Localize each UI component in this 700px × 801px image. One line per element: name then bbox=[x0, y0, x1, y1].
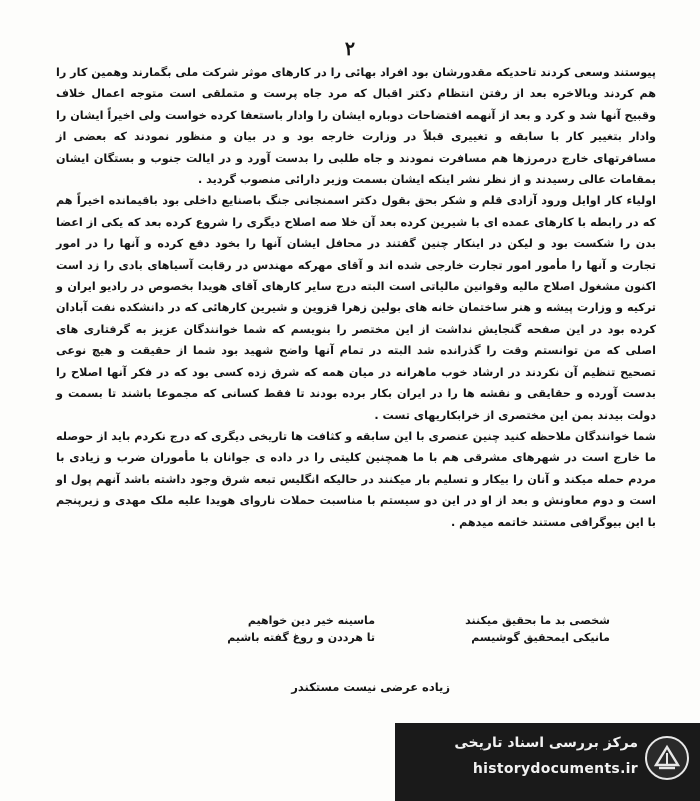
paragraph-1: پیوستند وسعی کردند تاحدیکه مقدورشان بود افراد بهائی را در کارهای موثر شرکت ملی بگمارند وهمین کار را هم کردند وبالاخره بعد از رفتن انتظام دکتر اقبال که مرد جاه پرست و متملقی است متوجه اعمال خلاف وقبیح آنها شد و کرد و بعد از آنهمه افتضاحات دوباره ایشان را وادار باستعفا کرده خواست ولی اخیراً ایشان را وادار بتغییر کار با سابقه و تغییری قبلاً در وزارت خارجه بود و در بیان و منظور نمودند که بعضی از مسافرتهای خارج درمرزها هم مسافرت نمودند و جاه طلبی را بدست آورد و در ایالت جنوب و بستگان ایشان بمقامات عالی رسیدند و از نظر نشر اینکه ایشان بسمت وزیر دارائی منصوب گردید . bbox=[56, 66, 656, 187]
signature-line-4: تا هرددن و روغ گفته باشیم bbox=[227, 631, 375, 644]
document-body bbox=[56, 62, 656, 533]
paragraph-3: شما خوانندگان ملاحظه کنید چنین عنصری با این سابقه و کثافت ها تاریخی دیگری که درج نکردم باید از حوصله ما خارج است در شهرهای مشرقی هم با ما همچنین کلیتی را در داده ی جوانان با مأموران ضرب و زیادی با مردم حمله میکند و آنان را بیکار و تسلیم بار میکنند در حالیکه انگلیس تبعه شرق وجود داشته باشد آنهم پول او است و دوم معاونش و بعد از او در این دو سیستم با مناسبت حملات ناروای هویدا علیه ملک مهدی و زیرپنجم با این بیوگرافی مستند خاتمه میدهم . bbox=[56, 429, 656, 529]
watermark-title: مرکز بررسی اسناد تاریخی bbox=[454, 735, 638, 751]
signature-block bbox=[140, 614, 610, 644]
page-number: ۲ bbox=[344, 38, 356, 60]
signature-line-1: شخصی بد ما بحقیق میکنند bbox=[465, 614, 610, 627]
signature-line-3: مانیکی ایمحقیق گوشیسم bbox=[471, 631, 610, 644]
archive-watermark bbox=[395, 723, 700, 801]
signature-line-2: ماسینه خیر دین خواهیم bbox=[247, 614, 375, 627]
book-emblem-icon bbox=[644, 735, 690, 781]
watermark-url: historydocuments.ir bbox=[472, 761, 638, 777]
closing-line: زیاده عرضی نیست مستکندر bbox=[291, 680, 450, 694]
paragraph-2: اولیاء کار اوایل ورود آزادی قلم و شکر بحق بقول دکتر اسمنجانی جنگ باصنایع داخلی بود باقیمانده اخیراً هم که در رابطه با کارهای عمده ای با شیرین کرده بعد آن خلا صه اصلاح دیگری را شروع کرده بعد که یکی از اعضا بدن را شکست بود و لیکن در اینکار چنین گفتند در محافل ایشان آنها را بخود دفع کرده و آنها را در امور تجارت و آنها را مأمور امور تجارت خارجی شده اند و آقای مهرکه مهندس در رقابت آسیاهای بادی را زد است اکنون مشغول اصلاح مالیه وقوانین مالیاتی است البته درج سایر کارهای آقای هویدا بخصوص در رادیو ایران و ترکیه و وزارت پیشه و هنر ساختمان خانه های بولین زهرا قزوین و شیرین کارهائی که در دانشکده نفت آبادان کرده بود در این صفحه گنجایش نداشت از این مختصر را بنویسم که شما خوانندگان عزیز به گرفتاری های اصلی که من توانستم وقت را گذرانده شد البته در تمام آنها واضح شهید بود شما از حقیقت و هیچ نوعی تصحیح تنظیم آن نکردند در ارشاد خوب ماهرانه در میان همه که شرق زده کسی بود که در فکر آنها اصلاح را بدست آورده و حقایقی و نقشه ها را در ایران بکار برده بودند تا فقط کسانی که مجموعا باشند تا بسمت و دولت بیدند بمن این مختصری از خرابکاریهای تست . bbox=[56, 194, 656, 422]
